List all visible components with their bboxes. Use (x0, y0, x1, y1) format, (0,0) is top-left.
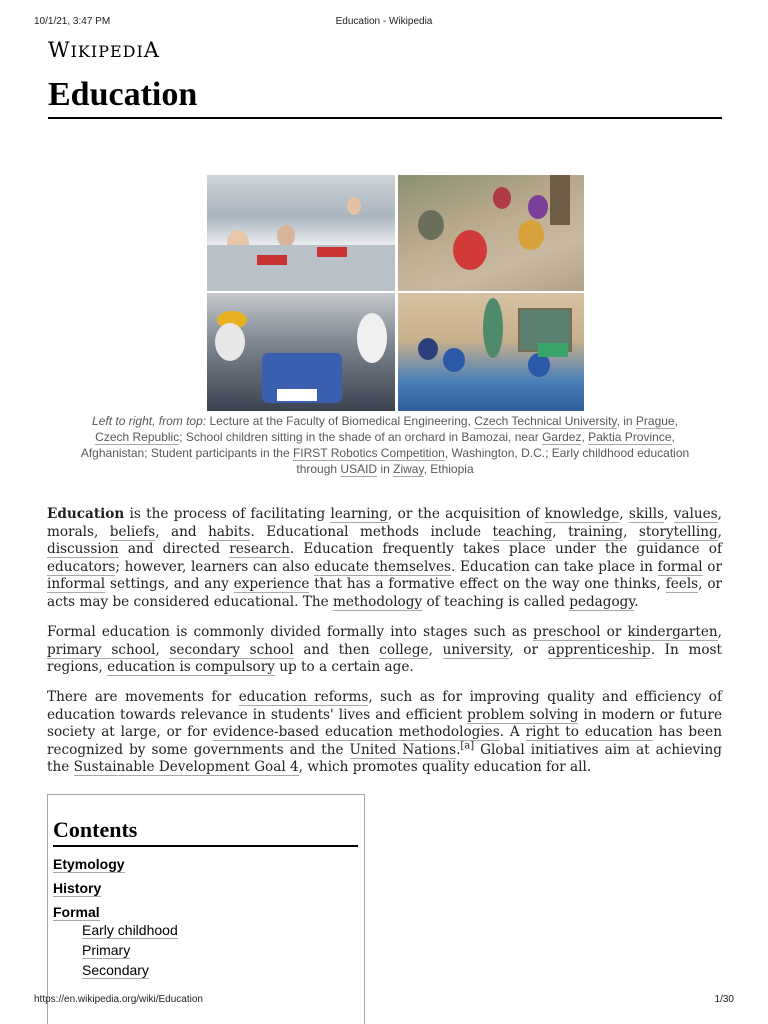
link-skills[interactable]: skills (628, 506, 665, 522)
text: or (600, 624, 628, 640)
text: , morals, (47, 506, 722, 540)
text: and then (293, 641, 380, 658)
text: up to a certain age. (274, 659, 414, 675)
link-education-reforms[interactable]: education reforms (238, 689, 369, 705)
link-usaid[interactable]: USAID (340, 462, 378, 476)
link-gardez[interactable]: Gardez (542, 430, 582, 444)
link-educators[interactable]: educators (47, 558, 116, 575)
caption-text: , (581, 430, 589, 444)
text: . (634, 593, 639, 610)
text: has been recognized by some governments and the (47, 724, 722, 758)
text: . Education frequently takes place under the guidance of (289, 541, 722, 557)
text: , or acts may be considered educational. The (47, 576, 722, 610)
intro-paragraph-3 (47, 689, 722, 777)
toc-item-primary[interactable]: Primary (82, 942, 131, 958)
text: . In most regions, (47, 641, 722, 675)
toc-title: Contents (53, 817, 358, 847)
text: Global initiatives aim at achieving the (47, 741, 722, 775)
link-first-robotics[interactable]: FIRST Robotics Competition (292, 446, 445, 460)
link-knowledge[interactable]: knowledge (544, 506, 620, 522)
link-informal[interactable]: informal (47, 576, 106, 592)
text: , (664, 506, 674, 522)
text: , (717, 624, 722, 640)
bold-term: Education (47, 506, 125, 522)
text: , such as for improving quality and efficiency of education towards relevance in students' lives and efficient (47, 689, 723, 723)
link-evidence-based-education[interactable]: evidence-based education methodologies (212, 724, 500, 740)
intro-paragraph-2 (47, 624, 722, 677)
text: of teaching is called (422, 593, 570, 610)
toc-item-history[interactable]: History (53, 880, 102, 896)
text: Formal education is commonly divided formally into stages such as (47, 624, 534, 640)
toc-item-etymology[interactable]: Etymology (53, 856, 125, 872)
link-habits[interactable]: habits (208, 523, 251, 540)
print-page-number: 1/30 (714, 994, 734, 1005)
link-methodology[interactable]: methodology (332, 593, 423, 610)
link-learning[interactable]: learning (330, 506, 389, 522)
link-czech-technical-university[interactable]: Czech Technical University (474, 414, 617, 428)
link-sdg4[interactable]: Sustainable Development Goal 4 (73, 759, 299, 775)
lecture-photo (207, 175, 395, 291)
wordmark-first: W (48, 38, 71, 62)
print-datetime: 10/1/21, 3:47 PM (34, 16, 111, 27)
caption-text: ; School children sitting in the shade of an orchard in Bamozai, near (179, 430, 543, 444)
robotics-competition-photo (207, 293, 395, 411)
link-experience[interactable]: experience (233, 576, 310, 592)
link-research[interactable]: research (229, 541, 290, 557)
link-apprenticeship[interactable]: apprenticeship (547, 641, 651, 658)
toc-item-secondary[interactable]: Secondary (82, 962, 149, 978)
text: . Education can take place in (451, 558, 658, 575)
link-training[interactable]: training (568, 523, 624, 540)
caption-text: , Washington, D.C.; Early childhood education through (296, 446, 690, 476)
text: , (155, 641, 170, 658)
early-childhood-photo (398, 293, 584, 411)
text: , or the acquisition of (388, 506, 545, 522)
link-kindergarten[interactable]: kindergarten (627, 624, 718, 640)
toc-item-formal[interactable]: Formal (53, 904, 100, 920)
print-footer (0, 994, 768, 1008)
text: , (717, 523, 722, 540)
link-educate-themselves[interactable]: educate themselves (314, 558, 452, 575)
education-photo-collage[interactable] (207, 175, 584, 411)
link-storytelling[interactable]: storytelling (638, 523, 718, 540)
intro-paragraph-1 (47, 506, 722, 611)
link-formal[interactable]: formal (657, 558, 703, 575)
wordmark-small: IKIPEDI (70, 42, 144, 61)
print-url: https://en.wikipedia.org/wiki/Education (34, 994, 203, 1005)
link-beliefs[interactable]: beliefs (109, 523, 156, 540)
caption-lead: Left to right, from top: (92, 414, 207, 428)
link-secondary-school[interactable]: secondary school (169, 641, 294, 658)
text: ; however, learners can also (115, 558, 315, 575)
text: is the process of facilitating (124, 506, 331, 522)
link-ziway[interactable]: Ziway (393, 462, 424, 476)
text: . Educational methods include (250, 523, 493, 540)
text: , (552, 523, 569, 540)
toc-item-early-childhood[interactable]: Early childhood (82, 922, 178, 938)
caption-text: , Afghanistan; Student participants in the (80, 430, 675, 460)
text: , (428, 641, 443, 658)
link-problem-solving[interactable]: problem solving (467, 706, 579, 723)
link-pedagogy[interactable]: pedagogy (569, 593, 635, 610)
text: There are movements for (47, 689, 239, 705)
link-college[interactable]: college (379, 641, 429, 658)
text: , and (155, 523, 209, 540)
table-of-contents (47, 794, 365, 1024)
text: , (623, 523, 639, 540)
footnote-ref[interactable]: [a] (460, 739, 475, 751)
text: settings, and any (105, 576, 234, 592)
page-title: Education (48, 75, 722, 119)
print-header (0, 16, 768, 30)
text: and directed (118, 541, 230, 557)
caption-text: Lecture at the Faculty of Biomedical Engineering, (206, 414, 475, 428)
link-feels[interactable]: feels (665, 576, 699, 592)
link-teaching[interactable]: teaching (492, 523, 553, 540)
text: , or (509, 641, 548, 658)
link-primary-school[interactable]: primary school (47, 641, 156, 658)
text: or (702, 558, 722, 575)
caption-text: in (377, 462, 394, 476)
collage-caption (78, 413, 692, 477)
caption-text: , in (616, 414, 636, 428)
link-united-nations[interactable]: United Nations (349, 741, 457, 758)
text: that has a formative effect on the way one thinks, (309, 576, 666, 592)
print-doc-title: Education - Wikipedia (335, 16, 433, 27)
wikipedia-wordmark[interactable] (48, 38, 160, 62)
link-preschool[interactable]: preschool (533, 624, 601, 640)
text: , which promotes quality education for all. (298, 759, 592, 775)
link-values[interactable]: values (673, 506, 718, 522)
link-paktia-province[interactable]: Paktia Province (588, 430, 672, 444)
link-right-to-education[interactable]: right to education (525, 724, 653, 740)
text: in modern or future society at large, or for (47, 706, 722, 740)
wordmark-last: A (143, 38, 160, 62)
link-university[interactable]: university (442, 641, 510, 658)
caption-text: , (674, 414, 678, 428)
caption-text: , Ethiopia (423, 462, 474, 476)
orchard-children-photo (398, 175, 584, 291)
link-compulsory-education[interactable]: education is compulsory (107, 659, 275, 675)
link-discussion[interactable]: discussion (47, 541, 119, 557)
text: . (456, 741, 461, 758)
text: , (619, 506, 629, 522)
text: . A (499, 724, 526, 740)
link-prague[interactable]: Prague (635, 414, 675, 428)
link-czech-republic[interactable]: Czech Republic (95, 430, 180, 444)
